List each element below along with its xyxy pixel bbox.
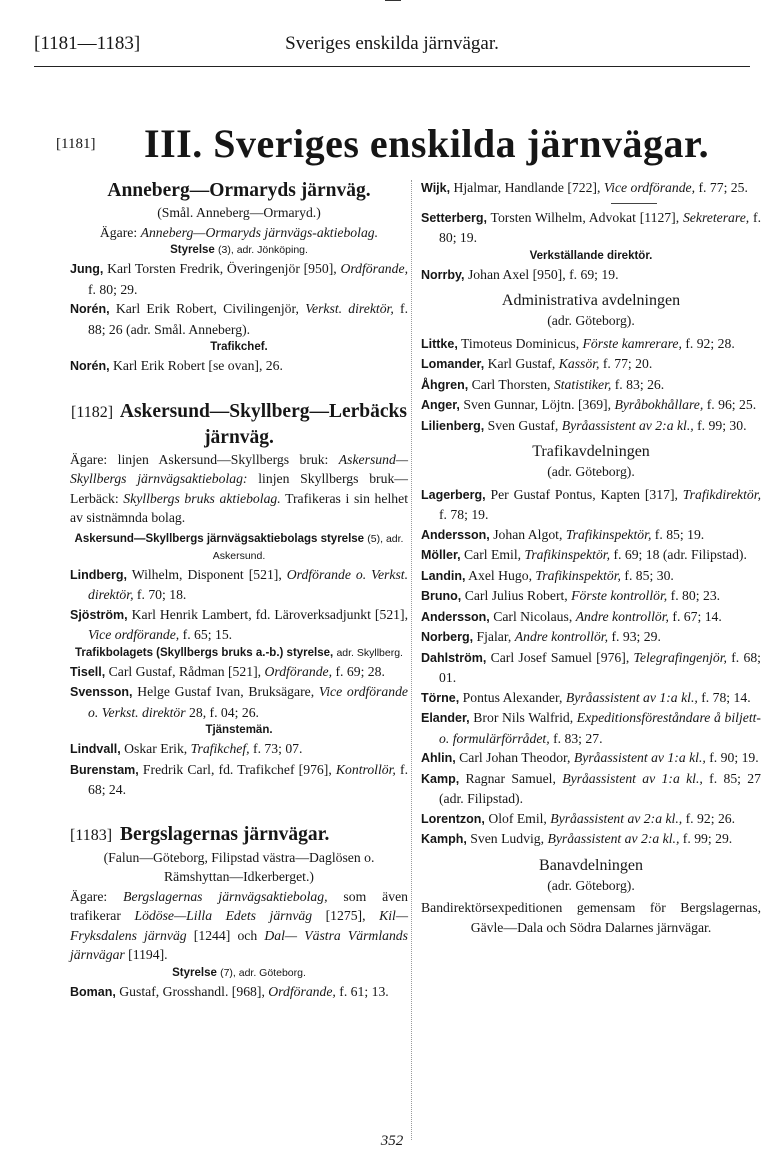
route: (Falun—Göteborg, Filipstad västra—Daglösen o. Rämshyttan—Idkerberget.): [103, 849, 375, 884]
running-header: [34, 28, 750, 58]
board-heading: Styrelse (3), adr. Jönköping.: [170, 244, 308, 256]
entry: Lomander, Karl Gustaf, Kassör, f. 77; 20.: [421, 356, 653, 371]
entry: Boman, Gustaf, Grosshandl. [968], Ordförande, f. 61; 13.: [70, 983, 389, 999]
dept-address: (adr. Göteborg).: [547, 313, 635, 328]
entry: Norén, Karl Erik Robert [se ovan], 26.: [70, 358, 283, 373]
short-rule: [611, 203, 657, 204]
entry: Norberg, Fjalar, Andre kontrollör, f. 93; 29.: [421, 629, 661, 644]
board-heading: Askersund—Skyllbergs järnvägsaktiebolags styrelse (5), adr. Askersund.: [74, 532, 404, 562]
entry: Lindvall, Oskar Erik, Trafikchef, f. 73; 07.: [70, 741, 303, 756]
entry: Jung, Karl Torsten Fredrik, Överingenjör [950], Ordförande, f. 80; 29.: [70, 261, 408, 297]
entry: Lorentzon, Olof Emil, Byråassistent av 2:a kl., f. 92; 26.: [421, 810, 736, 826]
top-mark: [385, 0, 401, 1]
header-section-range: [1181—1183]: [34, 33, 141, 54]
owner-paragraph: Ägare: Bergslagernas järnvägsaktiebolag, som även trafikerar Lödöse—Lilla Edets järnväg [1275], Kil—Fryksdalens järnväg [1244] och Dal— Västra Värmlands järnvägar [1194].: [70, 888, 408, 962]
owner-paragraph: Ägare: linjen Askersund—Skyllbergs bruk: Askersund—Skyllbergs järnvägsaktiebolag: linjen Skyllbergs bruk—Lerbäck: Skyllbergs bruks aktiebolag. Trafikeras i sin helhet av sistnämnda bolag.: [70, 451, 408, 525]
entry: Lindberg, Wilhelm, Disponent [521], Ordförande o. Verkst. direktör, f. 70; 18.: [70, 566, 409, 602]
column-divider: [411, 180, 412, 1140]
entry: Setterberg, Torsten Wilhelm, Advokat [1127], Sekreterare, f. 80; 19.: [421, 209, 762, 245]
staff-heading: Tjänstemän.: [205, 724, 273, 736]
route: (Smål. Anneberg—Ormaryd.): [157, 205, 321, 220]
entry: Burenstam, Fredrik Carl, fd. Trafikchef [976], Kontrollör, f. 68; 24.: [70, 761, 408, 797]
dept-address: (adr. Göteborg).: [547, 464, 635, 479]
entry: Andersson, Johan Algot, Trafikinspektör, f. 85; 19.: [421, 526, 705, 542]
section-title-askersund: [1182] Askersund—Skyllberg—Lerbäcks järnväg.: [70, 400, 407, 448]
entry: Norén, Karl Erik Robert, Civilingenjör, Verkst. direktör, f. 88; 26 (adr. Smål. Anneberg).: [70, 301, 408, 337]
board-heading: Styrelse (7), adr. Göteborg.: [172, 966, 306, 979]
owner-line: Ägare: Anneberg—Ormaryds järnvägs-aktiebolag.: [99, 224, 379, 240]
entry: Sjöström, Karl Henrik Lambert, fd. Läroverksadjunkt [521], Vice ordförande, f. 65; 15.: [70, 606, 408, 642]
entry: Elander, Bror Nils Walfrid, Expeditionsföreståndare å biljett- o. formulärförrådet, f. 83; 27.: [421, 710, 761, 746]
section-title-bergslagernas: [1183] Bergslagernas järnvägar.: [70, 823, 330, 845]
entry: Landin, Axel Hugo, Trafikinspektör, f. 85; 30.: [421, 567, 674, 583]
entry: Törne, Pontus Alexander, Byråassistent av 1:a kl., f. 78; 14.: [421, 689, 751, 705]
entry: Kamp, Ragnar Samuel, Byråassistent av 1:a kl., f. 85; 27 (adr. Filipstad).: [421, 770, 761, 806]
dept-address: (adr. Göteborg).: [547, 877, 635, 893]
entry: Åhgren, Carl Thorsten, Statistiker, f. 83; 26.: [421, 376, 665, 392]
entry: Littke, Timoteus Dominicus, Förste kamrerare, f. 92; 28.: [421, 335, 735, 351]
header-rule: [34, 66, 750, 67]
page-number: 352: [380, 1133, 404, 1149]
entry: Möller, Carl Emil, Trafikinspektör, f. 69; 18 (adr. Filipstad).: [421, 547, 747, 562]
dept-heading-track: Banavdelningen: [539, 856, 643, 874]
entry: Kamph, Sven Ludvig, Byråassistent av 2:a kl., f. 99; 29.: [421, 831, 733, 846]
entry: Svensson, Helge Gustaf Ivan, Bruksägare, Vice ordförande o. Verkst. direktör 28, f. 04; 26.: [70, 684, 408, 720]
chapter-title: III. Sveriges enskilda järnvägar.: [144, 121, 710, 166]
entry: Tisell, Carl Gustaf, Rådman [521], Ordförande, f. 69; 28.: [70, 663, 385, 679]
entry: Andersson, Carl Nicolaus, Andre kontrollör, f. 67; 14.: [421, 608, 722, 624]
dept-heading-traffic: Trafikavdelningen: [532, 443, 650, 460]
entry: Lilienberg, Sven Gustaf, Byråassistent av 2:a kl., f. 99; 30.: [421, 417, 747, 433]
entry: Norrby, Johan Axel [950], f. 69; 19.: [421, 266, 619, 282]
director-heading: Verkställande direktör.: [529, 249, 653, 262]
chapter-heading: [56, 120, 764, 172]
chapter-section-number: [1181]: [56, 136, 96, 152]
board-heading: Trafikbolagets (Skyllbergs bruks a.-b.) styrelse, adr. Skyllberg.: [75, 646, 403, 659]
entry: Lagerberg, Per Gustaf Pontus, Kapten [317], Trafikdirektör, f. 78; 19.: [421, 486, 761, 522]
header-title: Sveriges enskilda järnvägar.: [285, 33, 499, 54]
entry: Wijk, Hjalmar, Handlande [722], Vice ordförande, f. 77; 25.: [421, 180, 748, 195]
track-paragraph: Bandirektörsexpeditionen gemensam för Bergslagernas, Gävle—Dala och Södra Dalarnes järnvägar.: [421, 900, 761, 935]
dept-heading-admin: Administrativa avdelningen: [501, 292, 681, 309]
traffic-heading: Trafikchef.: [210, 341, 268, 353]
entry: Bruno, Carl Julius Robert, Förste kontrollör, f. 80; 23.: [421, 588, 721, 603]
right-column: [421, 178, 761, 937]
section-title-anneberg: Anneberg—Ormaryds järnväg.: [107, 180, 371, 201]
left-column: [70, 178, 408, 1002]
entry: Ahlin, Carl Johan Theodor, Byråassistent av 1:a kl., f. 90; 19.: [421, 750, 759, 765]
entry: Anger, Sven Gunnar, Löjtn. [369], Byråbokhållare, f. 96; 25.: [421, 397, 757, 412]
entry: Dahlström, Carl Josef Samuel [976], Telegrafingenjör, f. 68; 01.: [421, 649, 761, 685]
